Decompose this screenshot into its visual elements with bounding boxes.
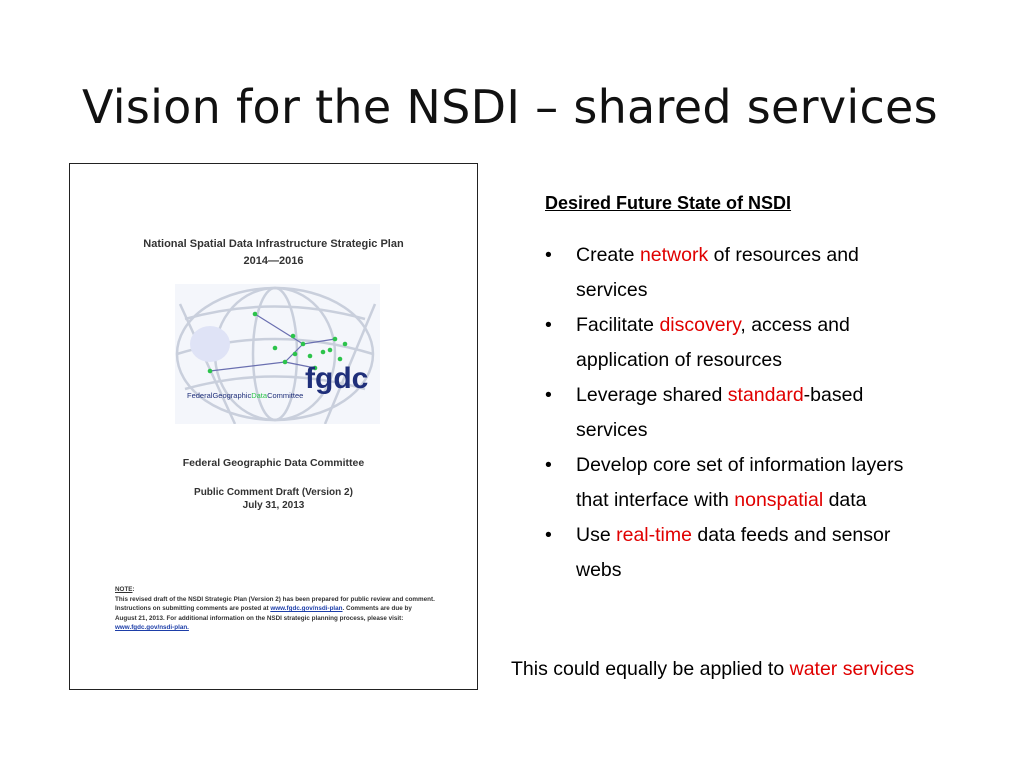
cover-note-heading: NOTE — [115, 586, 133, 593]
footer-text: This could equally be applied to — [511, 658, 790, 680]
fgdc-logo — [175, 284, 380, 424]
bullet-highlight: network — [639, 244, 709, 266]
cover-note-link-1[interactable]: www.fgdc.gov/nsdi-plan — [270, 605, 343, 612]
cover-draft-version: Public Comment Draft (Version 2) — [194, 487, 353, 498]
cover-note: NOTE: This revised draft of the NSDI Strategic Plan (Version 2) has been prepared for public review and comment. Instructions on submitting comments are posted at www.fgdc.gov/nsdi-plan. Comments are due by August 21, 2013. For additional information on the NSDI strategic planning process, please visit: www.fgdc.gov/nsdi-plan. — [115, 586, 435, 631]
bullet-icon: • — [545, 384, 552, 406]
bullet-highlight: discovery — [659, 314, 741, 336]
cover-title — [70, 236, 477, 270]
logo-caption-committee: Committee — [267, 391, 304, 400]
footer-note — [511, 658, 914, 681]
bullet-text: Develop core set of information layers that interface with — [576, 454, 904, 511]
fgdc-globe-graphic — [175, 284, 380, 424]
bullet-icon: • — [545, 454, 552, 476]
slide-title: Vision for the NSDI – shared services — [82, 80, 938, 134]
bullet-text: -based services — [576, 384, 864, 441]
bullet-text: of resources and services — [576, 244, 859, 301]
cover-committee: Federal Geographic Data Committee — [182, 457, 365, 469]
bullet-text: Leverage shared — [576, 384, 728, 406]
cover-title-line-2: 2014—2016 — [243, 255, 304, 267]
document-cover-image — [69, 163, 478, 690]
logo-caption-data: Data — [251, 391, 268, 400]
bullet-item — [545, 378, 926, 448]
cover-draft-info — [70, 486, 477, 512]
bullet-item — [545, 518, 926, 588]
bullet-text: , access and application of resources — [576, 314, 850, 371]
bullet-item — [545, 448, 926, 518]
bullet-item — [545, 238, 926, 308]
vision-panel — [545, 193, 945, 588]
logo-caption-geographic: Geographic — [212, 391, 252, 400]
bullet-highlight: standard — [727, 384, 804, 406]
logo-caption-federal: Federal — [187, 391, 213, 400]
bullet-text: Create — [576, 244, 640, 266]
bullet-text: data — [823, 489, 867, 511]
cover-title-line-1: National Spatial Data Infrastructure Strategic Plan — [143, 238, 404, 250]
bullet-highlight: nonspatial — [734, 489, 824, 511]
bullet-icon: • — [545, 314, 552, 336]
bullet-icon: • — [545, 244, 552, 266]
bullet-item — [545, 308, 926, 378]
cover-note-text-1: This revised draft of the NSDI Strategic Plan (Version 2) has been prepared for public review and comment. Instructions on submitting comments are posted at — [115, 595, 435, 612]
logo-wordmark: fgdc — [305, 362, 369, 395]
footer-highlight: water services — [789, 658, 915, 680]
bullet-text: data feeds and sensor webs — [576, 524, 891, 581]
cover-note-text-2: . Comments are due by August 21, 2013. For additional information on the NSDI strategic planning process, please visit: — [115, 605, 412, 622]
bullet-highlight: real-time — [616, 524, 692, 546]
bullet-text: Use — [576, 524, 617, 546]
logo-caption — [187, 391, 303, 400]
bullet-list — [545, 238, 945, 588]
bullet-icon: • — [545, 524, 552, 546]
cover-note-link-2[interactable]: www.fgdc.gov/nsdi-plan. — [115, 624, 189, 631]
section-heading: Desired Future State of NSDI — [545, 193, 792, 213]
cover-draft-date: July 31, 2013 — [242, 500, 305, 511]
bullet-text: Facilitate — [576, 314, 660, 336]
